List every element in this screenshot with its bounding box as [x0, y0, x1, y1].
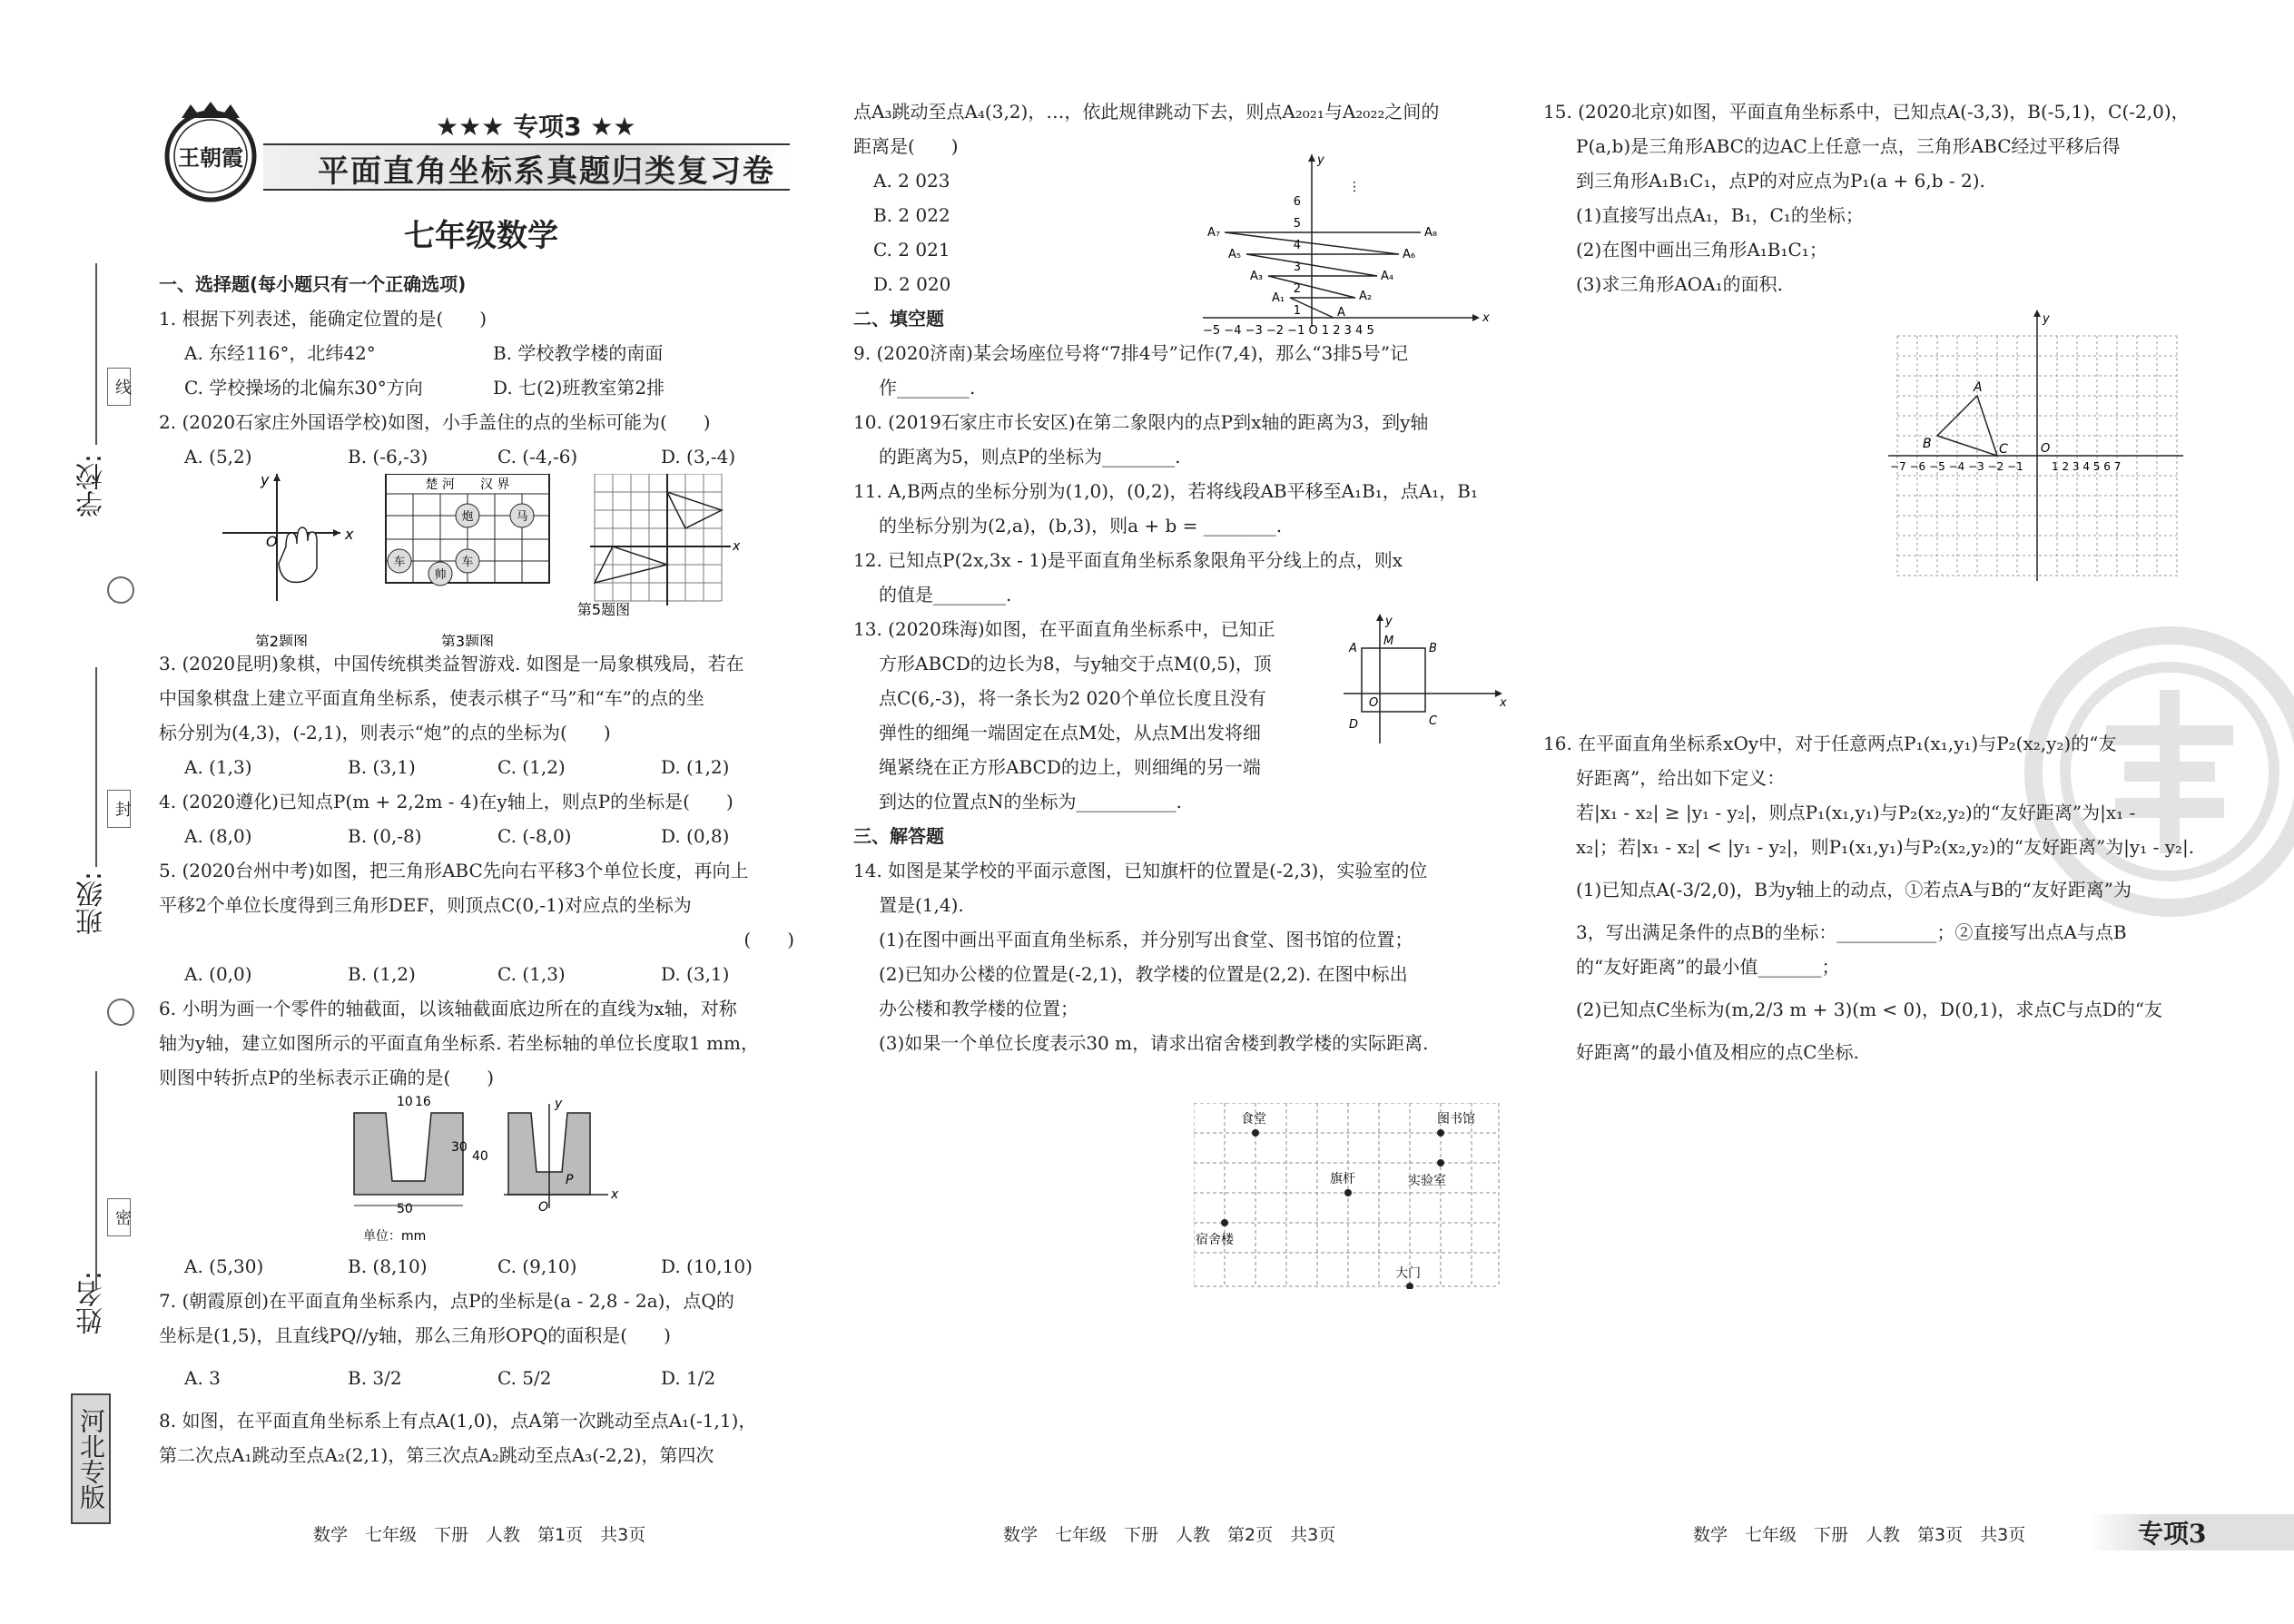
point-label: C [1999, 442, 2008, 457]
axis-origin: O [538, 1200, 549, 1215]
point-label: A [1974, 380, 1983, 395]
question-stem: 弹性的细绳一端固定在点M处，从点M出发将细 [879, 722, 1261, 743]
campus-canteen: 食堂 [1241, 1112, 1266, 1127]
option-b: B. (0,-8) [348, 825, 422, 847]
figures-row [159, 474, 812, 646]
binding-sidebar [0, 0, 136, 1624]
question-stem: 置是(1,4). [879, 894, 964, 916]
footer-tag: 专项3 [2138, 1519, 2207, 1549]
campus-map [1194, 1103, 1502, 1289]
axis-x: x [611, 1187, 619, 1202]
edition-badge: 河北专版 [71, 1393, 111, 1524]
question-stem: 方形ABCD的边长为8，与y轴交于点M(0,5)，顶 [879, 653, 1272, 674]
option-a: A. 东经116°，北纬42° [184, 342, 376, 364]
brand-logo [159, 100, 263, 204]
option-a: A. 3 [184, 1367, 221, 1389]
question-stem: 若|x₁ - x₂| ≥ |y₁ - y₂|，则点P₁(x₁,y₁)与P₂(x₂,y₂)的“友好距离”为|x₁ - [1576, 802, 2136, 823]
point-label: A₇ [1207, 226, 1221, 240]
page-footer-3: 数学 七年级 下册 人教 第3页 共3页 [1693, 1525, 2026, 1545]
option-c: C. (9,10) [497, 1255, 577, 1277]
question-stem: 好距离”的最小值及相应的点C坐标. [1576, 1041, 1859, 1063]
column-3-lower [1543, 726, 2206, 1069]
point-label: A₂ [1359, 290, 1373, 303]
answer-options [159, 1249, 812, 1284]
question-stem: (2)在图中画出三角形A₁B₁C₁； [1576, 239, 1827, 261]
option-d: D. 七(2)班教室第2排 [493, 377, 665, 399]
question-stem: (1)直接写出点A₁，B₁，C₁的坐标； [1576, 204, 1864, 226]
option-a: A. (5,30) [184, 1255, 264, 1277]
chess-piece-ma: 马 [516, 510, 528, 524]
svg-text:1 2 3 4 5 6 7: 1 2 3 4 5 6 7 [2052, 460, 2122, 473]
axis-origin: O [2041, 442, 2051, 456]
page-footer-2: 数学 七年级 下册 人教 第2页 共3页 [1003, 1525, 1336, 1545]
binding-line [95, 1071, 97, 1289]
option-c: C. (-4,-6) [497, 446, 578, 468]
svg-text:2: 2 [1293, 282, 1301, 296]
svg-text:⋮: ⋮ [1348, 180, 1361, 194]
option-d: D. 1/2 [661, 1367, 716, 1389]
column-1 [159, 267, 812, 1472]
point-label: M [1383, 635, 1394, 648]
svg-text:1: 1 [1293, 304, 1301, 318]
option-b: B. (3,1) [348, 756, 416, 778]
question-stem: 12. 已知点P(2x,3x - 1)是平面直角坐标系象限角平分线上的点，则x [853, 549, 1403, 571]
svg-text:6: 6 [1293, 195, 1301, 209]
school-label: 学校: [76, 454, 108, 518]
question-stem: 标分别为(4,3)，(-2,1)，则表示“炮”的点的坐标为( ) [159, 722, 611, 743]
question-stem: 好距离”，给出如下定义： [1576, 767, 1786, 789]
question-stem: 轴为y轴，建立如图所示的平面直角坐标系. 若坐标轴的单位长度取1 mm， [159, 1032, 760, 1054]
question-stem: 的坐标分别为(2,a)，(b,3)，则a + b = ________. [879, 515, 1283, 536]
question-stem: 15. (2020北京)如图，平面直角坐标系中，已知点A(-3,3)，B(-5,1)，C(-2,0)， [1543, 101, 2190, 123]
option-d: D. (1,2) [661, 756, 730, 778]
question-stem: 14. 如图是某学校的平面示意图，已知旗杆的位置是(-2,3)，实验室的位 [853, 860, 1428, 881]
option-b: B. (1,2) [348, 963, 416, 985]
question-stem: 1. 根据下列表述，能确定位置的是( ) [159, 308, 487, 330]
question-stem: 办公楼和教学楼的位置； [879, 998, 1078, 1019]
question-stem: 10. (2019石家庄市长安区)在第二象限内的点P到x轴的距离为3，到y轴 [853, 411, 1429, 433]
option-c: C. 5/2 [497, 1367, 552, 1389]
point-label: A₃ [1250, 270, 1264, 283]
point-label: A₈ [1424, 226, 1438, 240]
question-stem: 5. (2020台州中考)如图，把三角形ABC先向右平移3个单位长度，再向上 [159, 860, 749, 881]
option-a: A. (0,0) [184, 963, 252, 985]
binding-line [95, 263, 97, 445]
axis-y: y [261, 474, 270, 488]
name-label: 姓名: [76, 1271, 108, 1335]
answer-options [159, 1353, 812, 1403]
hand-icon [279, 527, 317, 582]
option-b: B. (8,10) [348, 1255, 428, 1277]
answer-options [159, 750, 812, 784]
option-d: D. 2 020 [873, 273, 951, 295]
question-stem: 3，写出满足条件的点B的坐标：___________；②直接写出点A与点B [1576, 921, 2127, 943]
question-stem: 3. (2020昆明)象棋，中国传统棋类益智游戏. 如图是一局象棋残局，若在 [159, 653, 744, 674]
q15-figure [1879, 304, 2188, 586]
question-stem: 的距离为5，则点P的坐标为________. [879, 446, 1181, 468]
axis-x: x [1500, 696, 1507, 710]
question-stem: 绳紧绕在正方形ABCD的边上，则细绳的另一端 [879, 756, 1261, 778]
fig-caption: 第3题图 [440, 633, 495, 646]
axis-origin: O [266, 533, 278, 550]
column-2 [853, 94, 1507, 1060]
question-stem: 到三角形A₁B₁C₁，点P的对应点为P₁(a + 6,b - 2). [1576, 170, 1985, 192]
svg-text:3: 3 [1293, 261, 1301, 274]
question-stem: 4. (2020遵化)已知点P(m + 2,2m - 4)在y轴上，则点P的坐标是( ) [159, 791, 733, 812]
axis-y: y [2043, 312, 2050, 326]
campus-dorm: 宿舍楼 [1196, 1233, 1234, 1247]
point-label: A₅ [1228, 248, 1242, 261]
question-stem: 7. (朝霞原创)在平面直角坐标系内，点P的坐标是(a - 2,8 - 2a)，点Q的 [159, 1290, 734, 1312]
question-stem: 点A₃跳动至点A₄(3,2)，…，依此规律跳动下去，则点A₂₀₂₁与A₂₀₂₂之间的 [853, 101, 1440, 123]
question-stem: (3)如果一个单位长度表示30 m，请求出宿舍楼到教学楼的实际距离. [879, 1032, 1429, 1054]
option-c: C. 学校操场的北偏东30°方向 [184, 377, 423, 399]
option-b: B. (-6,-3) [348, 446, 428, 468]
option-c: C. (1,3) [497, 963, 566, 985]
question-stem: (2)已知办公楼的位置是(-2,1)，教学楼的位置是(2,2). 在图中标出 [879, 963, 1408, 985]
option-b: B. 2 022 [873, 204, 950, 226]
binding-line [95, 667, 97, 867]
campus-lab: 实验室 [1408, 1174, 1446, 1188]
axis-y: y [1317, 154, 1324, 167]
dim-label: 50 [397, 1202, 413, 1216]
unit-label: 单位：mm [363, 1229, 427, 1244]
point-label: B [1923, 437, 1932, 451]
question-stem: (1)在图中画出平面直角坐标系，并分别写出食堂、图书馆的位置； [879, 929, 1413, 950]
campus-library: 图书馆 [1437, 1112, 1475, 1127]
campus-flag: 旗杆 [1330, 1172, 1355, 1186]
seal-mi-mark: 密 [107, 1198, 131, 1236]
page-footer-1: 数学 七年级 下册 人教 第1页 共3页 [313, 1525, 646, 1545]
question-stem: 中国象棋盘上建立平面直角坐标系，使表示棋子“马”和“车”的点的坐 [159, 687, 704, 709]
answer-paren: ( ) [743, 929, 794, 950]
seal-feng-mark: 封 [107, 790, 131, 828]
section-title: 三、解答题 [853, 825, 944, 847]
question-stem: 点C(6,-3)，将一条长为2 020个单位长度且没有 [879, 687, 1266, 709]
question-stem: 9. (2020济南)某会场座位号将“7排4号”记作(7,4)，那么“3排5号”记 [853, 342, 1409, 364]
q8-figure [1203, 154, 1493, 336]
axis-x: x [733, 539, 741, 554]
question-stem: 8. 如图，在平面直角坐标系上有点A(1,0)，点A第一次跳动至点A₁(-1,1)， [159, 1410, 757, 1432]
question-stem: x₂|；若|x₁ - x₂| < |y₁ - y₂|，则P₁(x₁,y₁)与P₂(x₂,y₂)的“友好距离”为|y₁ - y₂|. [1576, 836, 2195, 858]
question-stem: 的“友好距离”的最小值_______； [1576, 956, 1840, 978]
option-b: B. 学校教学楼的南面 [493, 342, 664, 364]
chess-piece-pao: 炮 [461, 510, 474, 524]
brand-name: 王朝霞 [178, 145, 243, 171]
svg-text:P: P [566, 1173, 574, 1187]
option-a: A. (1,3) [184, 756, 252, 778]
option-c: C. (1,2) [497, 756, 566, 778]
question-stem: 13. (2020珠海)如图，在平面直角坐标系中，已知正 [853, 618, 1275, 640]
chess-piece-shuai: 帅 [434, 568, 447, 582]
question-stem: (2)已知点C坐标为(m,2/3 m + 3)(m < 0)，D(0,1)，求点C与点D的“友 [1576, 999, 2163, 1020]
question-stem: (3)求三角形AOA₁的面积. [1576, 273, 1783, 295]
seal-line-mark: 线 [107, 368, 131, 406]
campus-gate: 大门 [1395, 1266, 1421, 1281]
question-stem: 坐标是(1,5)，且直线PQ//y轴，那么三角形OPQ的面积是( ) [159, 1324, 671, 1346]
axis-y: y [1385, 615, 1393, 628]
svg-text:4: 4 [1293, 239, 1301, 252]
question-stem: 距离是( ) [853, 135, 959, 157]
answer-options [159, 370, 812, 405]
answer-options [159, 336, 812, 370]
option-d: D. (10,10) [661, 1255, 753, 1277]
point-label: D [1349, 718, 1359, 732]
answer-options [159, 439, 812, 474]
x-ticks: −5 −4 −3 −2 −1 O 1 2 3 4 5 [1203, 324, 1374, 336]
dim-label: 10 [397, 1095, 413, 1109]
fig-caption: 第2题图 [254, 633, 309, 646]
series-label: ★★★ 专项3 ★★ [436, 112, 636, 142]
option-a: A. (5,2) [184, 446, 252, 468]
question-stem: P(a,b)是三角形ABC的边AC上任意一点，三角形ABC经过平移后得 [1576, 135, 2121, 157]
question-stem: 的值是________. [879, 584, 1012, 605]
option-a: A. 2 023 [873, 170, 950, 192]
dim-label: 40 [472, 1149, 488, 1164]
dim-label: 16 [415, 1095, 431, 1109]
answer-options [159, 957, 812, 991]
answer-options [159, 819, 812, 853]
svg-text:5: 5 [1293, 217, 1301, 231]
question-stem: 第二次点A₁跳动至点A₂(2,1)，第三次点A₂跳动至点A₃(-2,2)，第四次 [159, 1444, 714, 1466]
binding-hole [107, 999, 134, 1026]
axis-y: y [555, 1097, 563, 1111]
point-label: A₄ [1381, 270, 1394, 283]
option-d: D. (0,8) [661, 825, 730, 847]
section-title: 一、选择题(每小题只有一个正确选项) [159, 273, 467, 295]
paper-title: 平面直角坐标系真题归类复习卷 [318, 153, 775, 190]
q6-figure [159, 1095, 812, 1249]
option-a: A. (8,0) [184, 825, 252, 847]
chess-river: 楚 河 汉 界 [425, 477, 510, 492]
option-b: B. 3/2 [348, 1367, 402, 1389]
chess-piece-che: 车 [393, 556, 406, 569]
option-d: D. (3,1) [661, 963, 730, 985]
q13-block [853, 612, 1507, 819]
fig-caption: 第5题图 [576, 601, 631, 618]
point-label: A [1337, 306, 1345, 320]
section-title: 二、填空题 [853, 308, 944, 330]
svg-text:−7 −6 −5 −4 −3 −2 −1: −7 −6 −5 −4 −3 −2 −1 [1890, 460, 2023, 473]
point-label: B [1429, 642, 1437, 655]
dim-label: 30 [451, 1140, 468, 1155]
question-stem: 平移2个单位长度得到三角形DEF，则顶点C(0,-1)对应点的坐标为 [159, 894, 692, 916]
question-stem: (1)已知点A(-3/2,0)，B为y轴上的动点，①若点A与B的“友好距离”为 [1576, 879, 2132, 901]
point-label: A₁ [1272, 291, 1285, 305]
option-c: C. (-8,0) [497, 825, 572, 847]
axis-origin: O [1369, 696, 1379, 710]
option-c: C. 2 021 [873, 239, 950, 261]
class-label: 班级: [76, 871, 108, 936]
axis-x: x [345, 526, 354, 543]
column-3 [1543, 94, 2206, 301]
option-d: D. (3,-4) [661, 446, 736, 468]
point-label: C [1429, 714, 1438, 728]
subject-title: 七年级数学 [404, 218, 558, 254]
figures-svg [159, 474, 812, 646]
question-stem: 11. A,B两点的坐标分别为(1,0)，(0,2)，若将线段AB平移至A₁B₁，点A₁，B₁ [853, 480, 1478, 502]
question-stem: 6. 小明为画一个零件的轴截面，以该轴截面底边所在的直线为x轴，对称 [159, 998, 737, 1019]
q13-figure [1344, 612, 1507, 748]
point-label: A [1349, 642, 1357, 655]
binding-hole [107, 576, 134, 604]
question-stem: 2. (2020石家庄外国语学校)如图，小手盖住的点的坐标可能为( ) [159, 411, 711, 433]
axis-x: x [1482, 311, 1490, 325]
question-stem: 则图中转折点P的坐标表示正确的是( ) [159, 1067, 495, 1088]
question-stem: 到达的位置点N的坐标为___________. [879, 791, 1182, 812]
question-stem: 作________. [879, 377, 976, 399]
chess-piece-che: 车 [461, 556, 474, 569]
question-stem: 16. 在平面直角坐标系xOy中，对于任意两点P₁(x₁,y₁)与P₂(x₂,y₂)的“友 [1543, 733, 2117, 754]
point-label: A₆ [1403, 248, 1416, 261]
